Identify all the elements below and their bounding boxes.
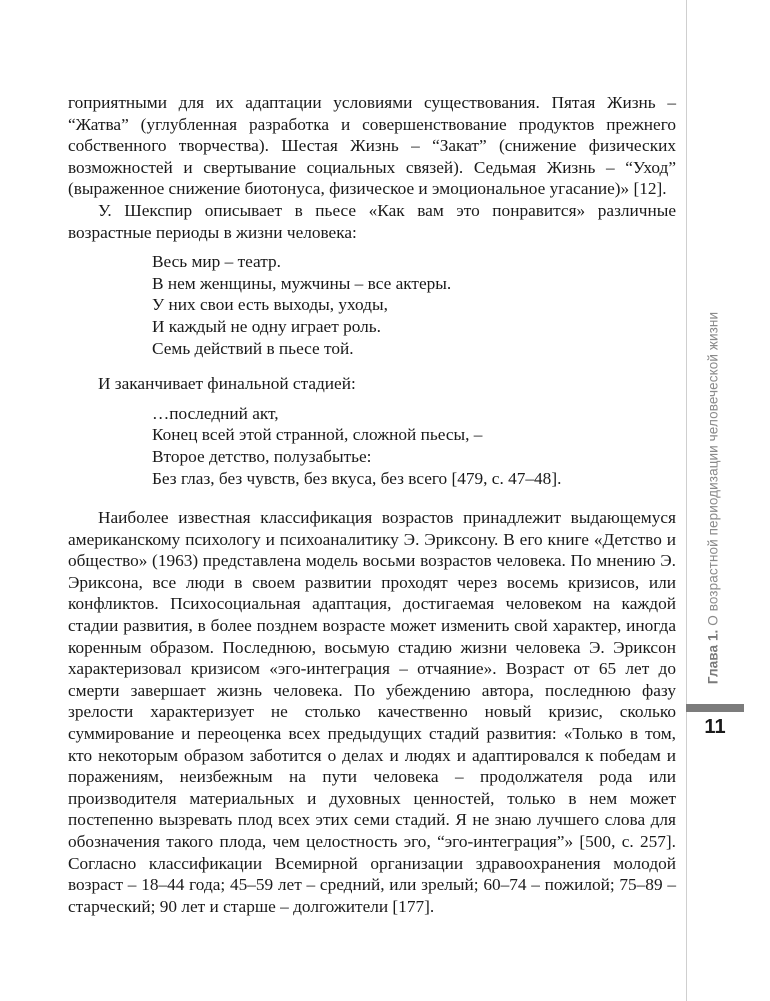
paragraph-final-stage: И заканчивает финальной стадией: — [98, 374, 356, 394]
verse-block-1 — [152, 251, 676, 359]
verse-line: В нем женщины, мужчины – все актеры. — [152, 273, 452, 293]
verse-line: Второе детство, полузабытье: — [152, 446, 372, 466]
verse-line: Без глаз, без чувств, без вкуса, без всего [479, с. 47–48]. — [152, 468, 562, 488]
paragraph-shakespeare-intro: У. Шекспир описывает в пьесе «Как вам это понравится» различные возрастные периоды в жизни человека: — [68, 200, 676, 242]
verse-block-2 — [152, 403, 676, 489]
verse-line: У них свои есть выходы, уходы, — [152, 295, 388, 315]
paragraph-continuation: гоприятными для их адаптации условиями существования. Пятая Жизнь – “Жатва” (углубленная разработка и совершенствование продуктов прежнего собственного творчества). Шестая Жизнь – “Закат” (снижение физических возможностей и свертывание социальных связей). Седьмая Жизнь – “Уход” (выраженное снижение биотонуса, физическое и эмоциональное угасание)» [12]. — [68, 93, 676, 199]
margin-divider — [686, 0, 687, 1001]
verse-line: И каждый не одну играет роль. — [152, 316, 381, 336]
chapter-label: Глава 1. — [705, 629, 721, 685]
page-number-bar — [686, 704, 744, 712]
verse-line: …последний акт, — [152, 403, 279, 423]
main-text-column — [68, 92, 676, 917]
verse-line: Весь мир – театр. — [152, 252, 281, 272]
running-head — [706, 312, 721, 684]
verse-line: Конец всей этой странной, сложной пьесы, – — [152, 425, 483, 445]
chapter-title: О возрастной периодизации человеческой жизни — [705, 311, 721, 626]
page-number: 11 — [704, 716, 726, 738]
verse-line: Семь действий в пьесе той. — [152, 338, 354, 358]
paragraph-erikson: Наиболее известная классификация возрастов принадлежит выдающемуся американскому психологу и психоаналитику Э. Эриксону. В его книге «Детство и общество» (1963) представлена модель восьми возрастов человека. По мнению Э. Эриксона, все люди в своем развитии проходят через восемь кризисов, или конфликтов. Психосоциальная адаптация, достигаемая человеком на каждой стадии развития, в более позднем возрасте может изменить свой характер, иногда коренным образом. Последнюю, восьмую стадию жизни человека Э. Эриксон характеризовал кризисом «эго-интеграция – отчаяние». Возраст от 65 лет до смерти завершает жизнь человека. По убеждению автора, последнюю фазу зрелости характеризует не столько качественно новый кризис, сколько суммирование и переоценка всех предыдущих стадий развития: «Только в том, кто некоторым образом заботится о делах и людях и адаптировался к победам и поражениям, неизбежным на пути человека – продолжателя рода или производителя материальных и духовных ценностей, только в нем может постепенно вызревать плод всех этих семи стадий. Я не знаю лучшего слова для обозначения такого плода, чем целостность эго, “эго-интеграция”» [500, с. 257]. Согласно классификации Всемирной организации здравоохранения молодой возраст – 18–44 года; 45–59 лет – средний, или зрелый; 60–74 – пожилой; 75–89 – старческий; 90 лет и старше – долгожители [177]. — [68, 508, 676, 916]
